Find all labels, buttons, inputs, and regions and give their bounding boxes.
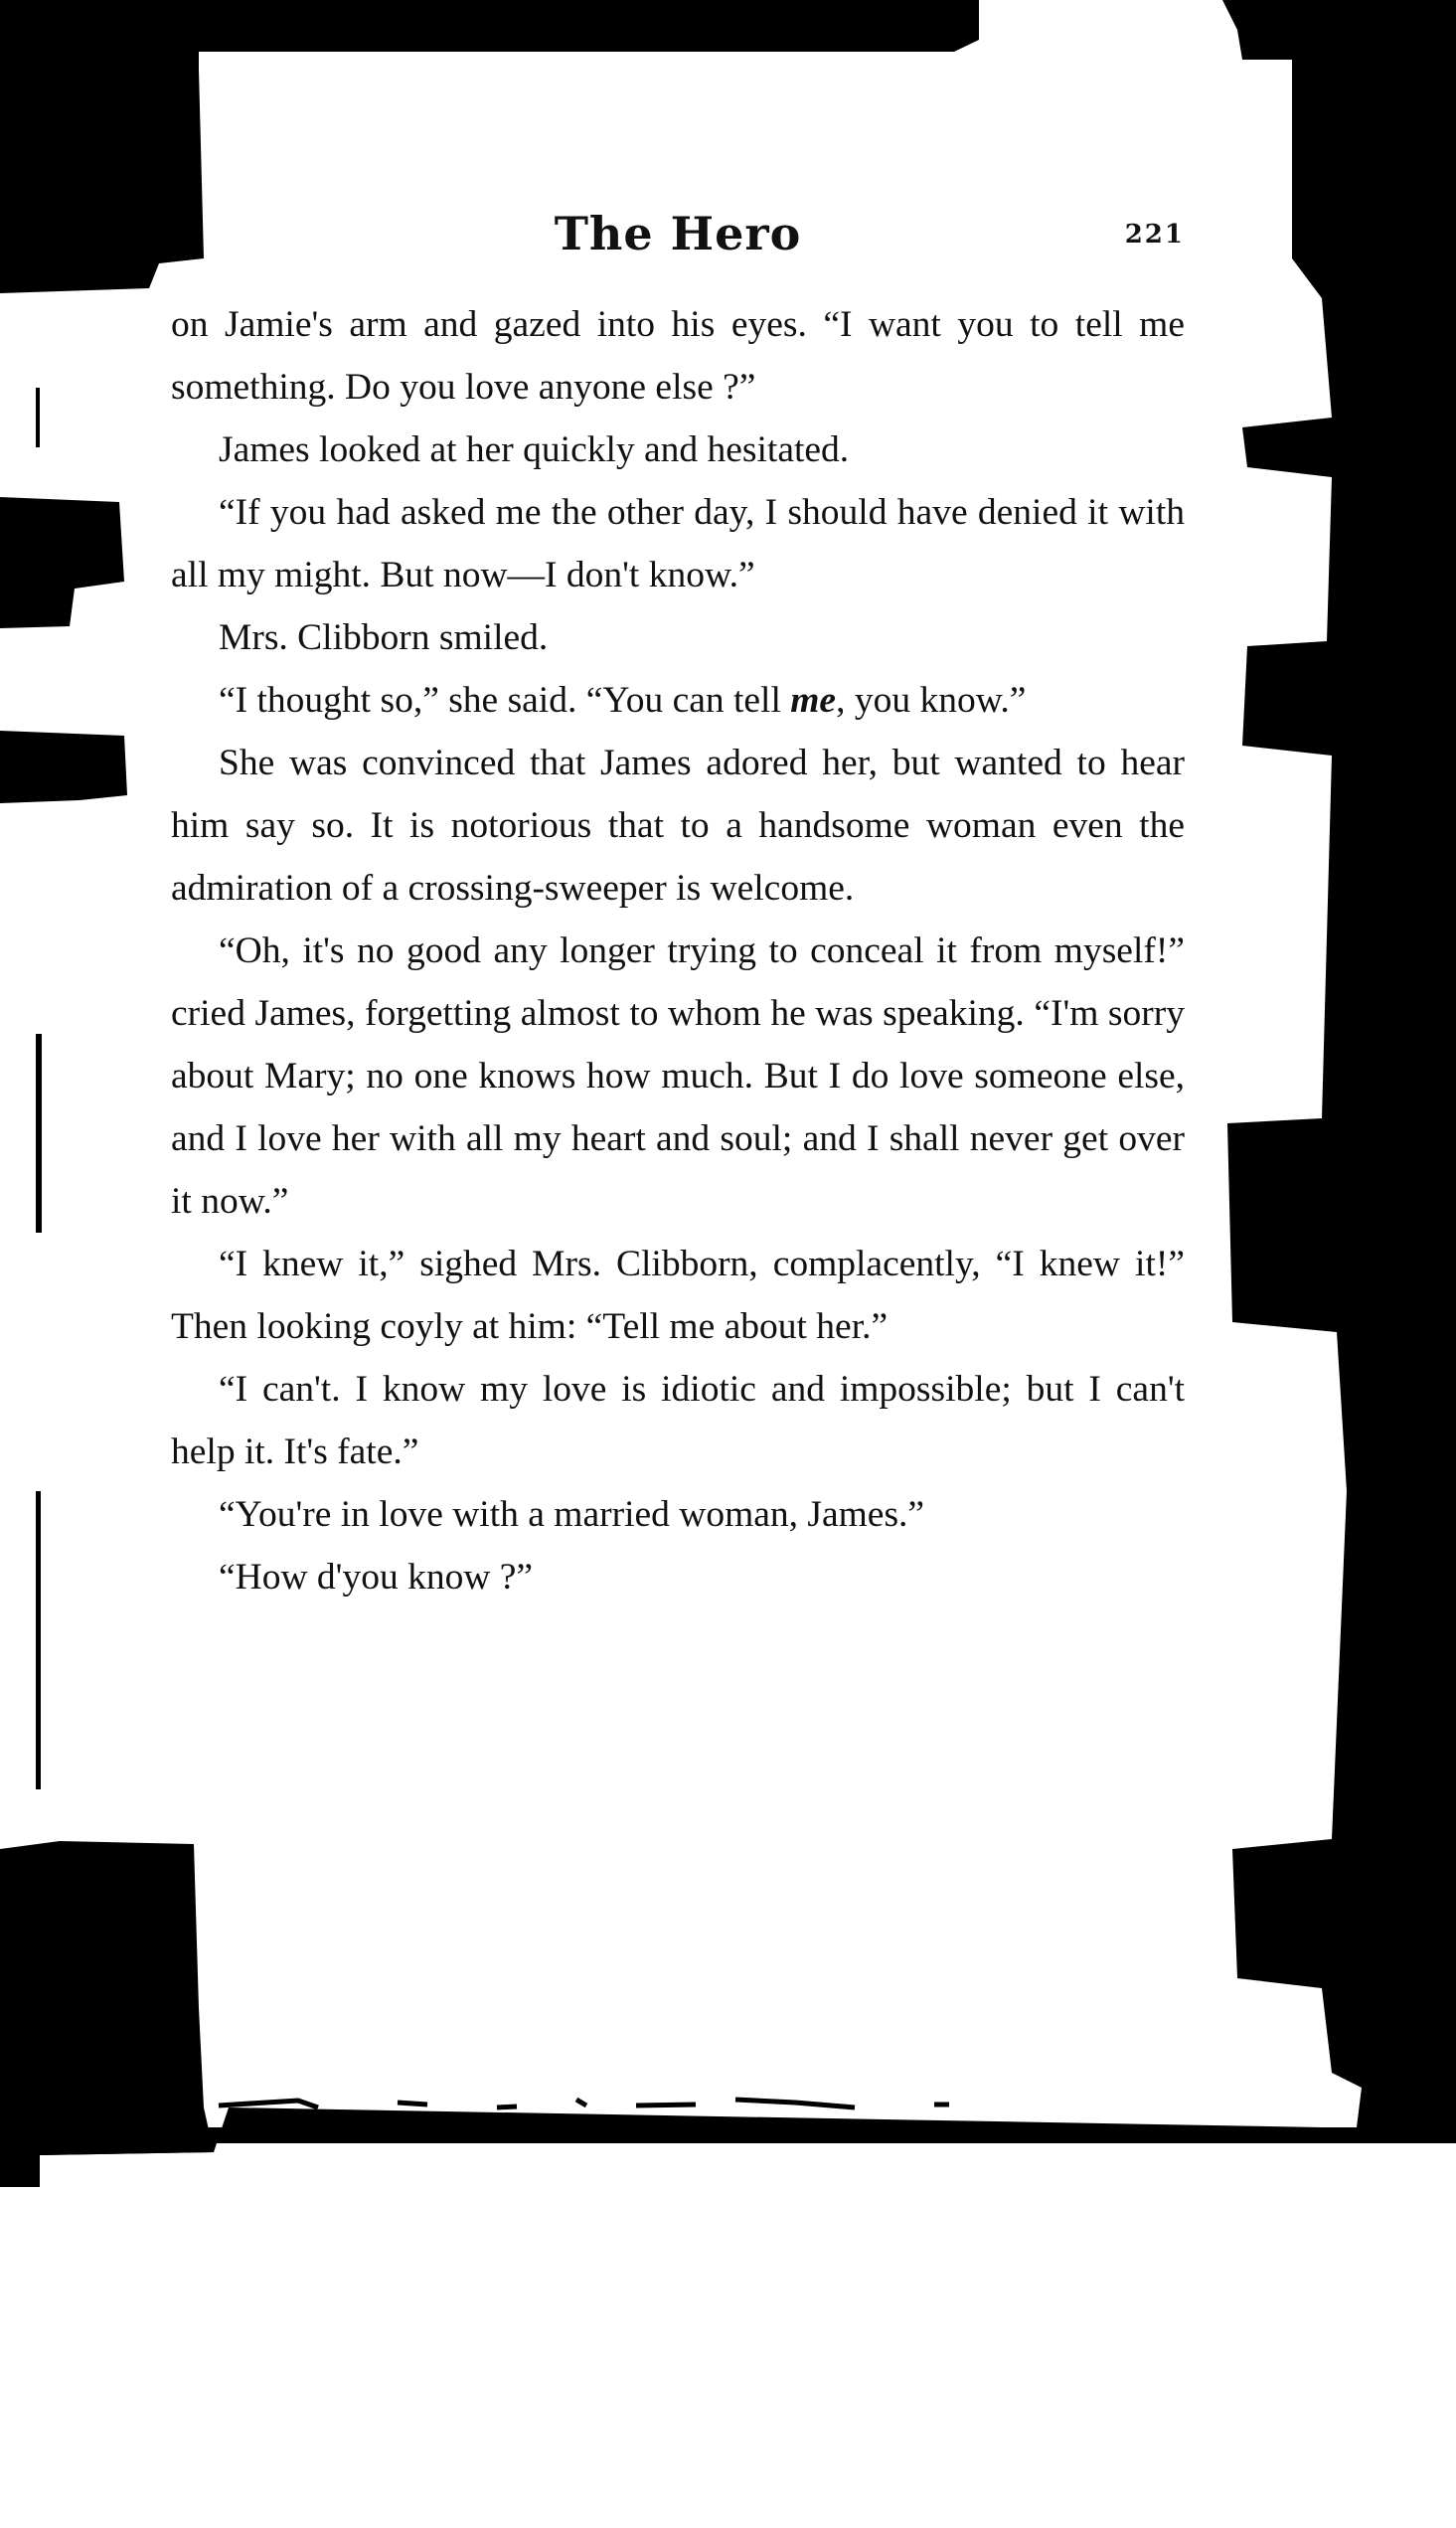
scan-border-left-notch-1 bbox=[0, 497, 124, 628]
running-head-title: The Hero bbox=[554, 207, 802, 260]
paragraph: She was convinced that James adored her, but wanted to hear him say so. It is notorious that to a handsome woman even the admiration of a crossing-sweeper is welcome. bbox=[171, 743, 1185, 909]
scan-mark-left-2 bbox=[36, 1034, 42, 1233]
running-head bbox=[171, 199, 1185, 268]
page-number: 221 bbox=[1124, 220, 1185, 250]
scan-mark-left-1 bbox=[36, 388, 40, 447]
scan-border-right bbox=[1227, 60, 1456, 2127]
paragraph: “I knew it,” sighed Mrs. Clibborn, complacently, “I knew it!” Then looking coyly at him: “Tell me about her.” bbox=[171, 1244, 1185, 1347]
scan-border-top bbox=[0, 0, 979, 70]
scan-border-top-right bbox=[1222, 0, 1456, 60]
paragraph: James looked at her quickly and hesitated. bbox=[219, 429, 850, 470]
scan-border-left-notch-2 bbox=[0, 731, 127, 803]
paragraph: “I can't. I know my love is idiotic and impossible; but I can't help it. It's fate.” bbox=[171, 1369, 1185, 1472]
paragraph: on Jamie's arm and gazed into his eyes. “I want you to tell me something. Do you love anyone else ?” bbox=[171, 304, 1185, 408]
scan-border-bottom-strip bbox=[0, 2127, 1456, 2143]
scan-mark-left-3 bbox=[36, 1491, 41, 1789]
emphasized-word: me bbox=[790, 680, 837, 721]
scan-torn-edge bbox=[219, 2100, 949, 2107]
paragraph: Mrs. Clibborn smiled. bbox=[219, 617, 549, 658]
paragraph: “How d'you know ?” bbox=[219, 1557, 534, 1598]
scan-border-bottom bbox=[0, 2107, 1456, 2187]
paragraph: “You're in love with a married woman, James.” bbox=[219, 1494, 925, 1535]
paragraph: “I thought so,” she said. “You can tell me, you know.” bbox=[219, 680, 1027, 721]
paragraph: “If you had asked me the other day, I should have denied it with all my might. But now—I don't know.” bbox=[171, 492, 1185, 595]
body-text bbox=[171, 293, 1185, 1608]
paragraph: “Oh, it's no good any longer trying to conceal it from myself!” cried James, forgetting almost to whom he was speaking. “I'm sorry about Mary; no one knows how much. But I do love someone else, and I love her with all my heart and soul; and I shall never get over it now.” bbox=[171, 930, 1185, 1222]
